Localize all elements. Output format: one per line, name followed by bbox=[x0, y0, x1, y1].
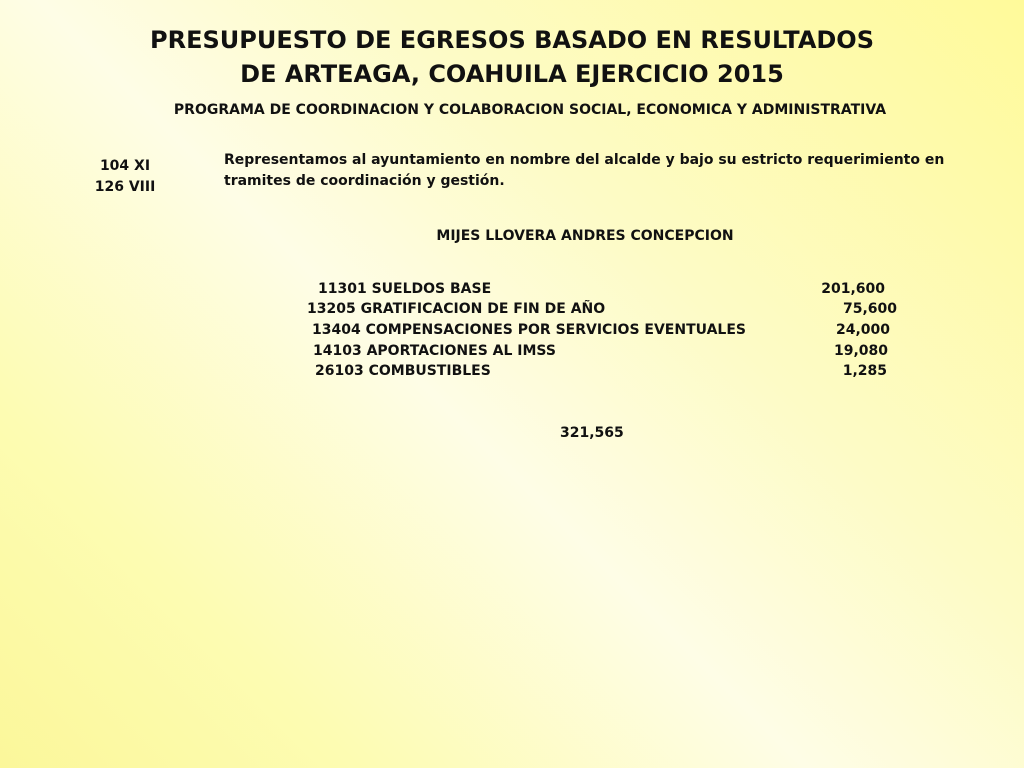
budget-item-amount: 201,600 bbox=[821, 281, 885, 297]
budget-item-label: 13205 GRATIFICACION DE FIN DE AÑO bbox=[307, 301, 606, 317]
budget-total: 321,565 bbox=[560, 425, 624, 441]
title-line-1: PRESUPUESTO DE EGRESOS BASADO EN RESULTADOS bbox=[150, 26, 874, 54]
legal-reference-2: 126 VIII bbox=[94, 179, 156, 195]
budget-item-label: 26103 COMBUSTIBLES bbox=[315, 363, 491, 379]
budget-item-amount: 1,285 bbox=[842, 363, 887, 379]
program-subtitle: PROGRAMA DE COORDINACION Y COLABORACION SOCIAL, ECONOMICA Y ADMINISTRATIVA bbox=[173, 102, 887, 118]
budget-item-label: 11301 SUELDOS BASE bbox=[318, 281, 492, 297]
budget-item-label: 14103 APORTACIONES AL IMSS bbox=[313, 343, 556, 359]
legal-reference-1: 104 XI bbox=[99, 158, 151, 174]
budget-item-amount: 75,600 bbox=[842, 301, 897, 317]
budget-item-amount: 19,080 bbox=[833, 343, 888, 359]
title-line-2: DE ARTEAGA, COAHUILA EJERCICIO 2015 bbox=[240, 60, 784, 88]
budget-item-label: 13404 COMPENSACIONES POR SERVICIOS EVENTUALES bbox=[312, 322, 746, 338]
budget-item-amount: 24,000 bbox=[835, 322, 890, 338]
responsible-person: MIJES LLOVERA ANDRES CONCEPCION bbox=[436, 228, 734, 244]
program-description: Representamos al ayuntamiento en nombre del alcalde y bajo su estricto requerimiento en tramites de coordinación y gestión. bbox=[224, 152, 945, 189]
